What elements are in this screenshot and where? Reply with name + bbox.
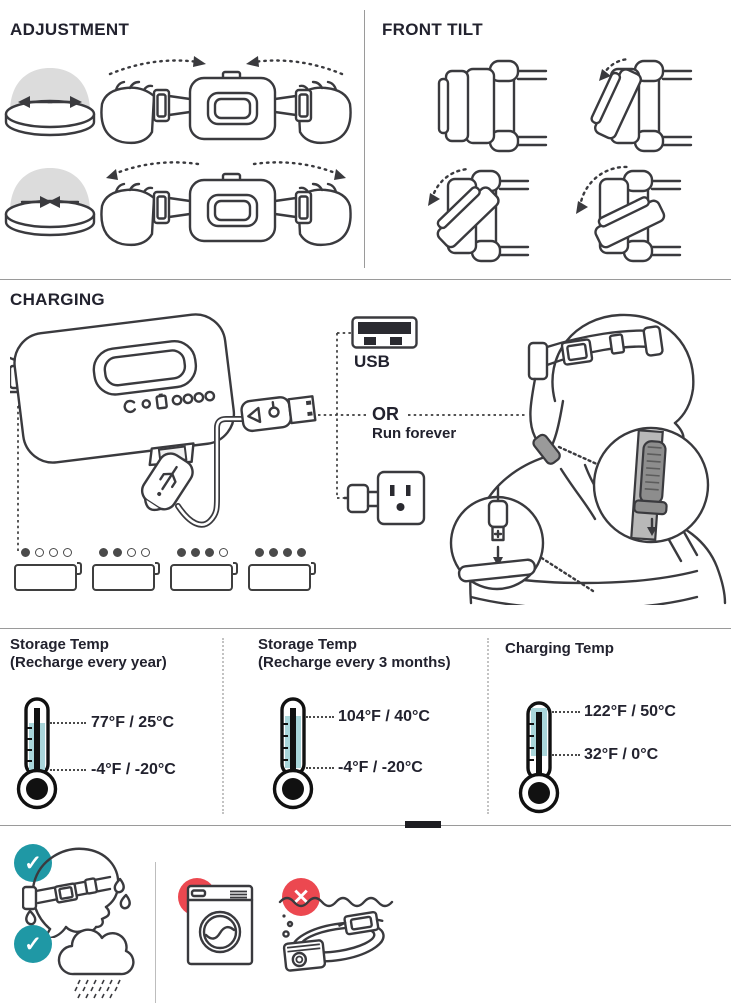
- temp-leader: [50, 722, 86, 724]
- charge-dot: [63, 548, 72, 557]
- top-section-divider: [364, 10, 365, 268]
- headband-widen-icon: [2, 60, 98, 140]
- charge-dot: [35, 548, 44, 557]
- charge-dot: [269, 548, 278, 557]
- charging-temp-title: Charging Temp: [505, 640, 614, 657]
- rain-ok-illustration: [50, 920, 142, 1003]
- battery-icon: [92, 564, 155, 591]
- charge-dot: [99, 548, 108, 557]
- temp-high-2: 104°F / 40°C: [338, 708, 430, 725]
- adjustment-title: ADJUSTMENT: [10, 20, 130, 39]
- section-divider-2: [0, 628, 731, 629]
- charge-dot: [283, 548, 292, 557]
- check-icon: ✓: [24, 932, 42, 956]
- person-wearing-headlamp-illustration: [435, 305, 731, 605]
- battery-gauge: [170, 548, 242, 591]
- cross-icon: ✕: [292, 885, 310, 909]
- temp-leader: [552, 711, 580, 713]
- strap-adjust-hands-illustration-2: [92, 150, 360, 255]
- battery-gauge: [92, 548, 164, 591]
- charging-title: CHARGING: [10, 290, 105, 309]
- charge-dot: [177, 548, 186, 557]
- strap-adjust-hands-illustration-1: [92, 48, 360, 153]
- battery-icon: [170, 564, 233, 591]
- check-icon: ✓: [24, 851, 42, 875]
- temp-leader: [306, 767, 334, 769]
- run-forever-label: Run forever: [372, 425, 457, 442]
- storage-temp-title-1: Storage Temp: [10, 636, 109, 653]
- page-marker: [405, 821, 441, 828]
- no-submersion-illustration: [276, 890, 396, 980]
- headband-tighten-icon: [2, 160, 98, 240]
- temp-column-divider-1: [222, 638, 224, 814]
- temp-leader: [306, 716, 334, 718]
- front-tilt-title: FRONT TILT: [382, 20, 483, 39]
- charge-dot: [205, 548, 214, 557]
- temp-leader: [552, 754, 580, 756]
- charge-dot: [141, 548, 150, 557]
- usb-label: USB: [354, 352, 390, 371]
- charging-device-illustration: [10, 312, 350, 530]
- care-divider: [155, 862, 156, 1003]
- front-tilt-illustrations: [392, 45, 722, 273]
- charge-dot: [127, 548, 136, 557]
- battery-icon: [14, 564, 77, 591]
- charge-dot: [219, 548, 228, 557]
- temp-low-2: -4°F / -20°C: [338, 759, 423, 776]
- charge-dot: [113, 548, 122, 557]
- thermometer-icon: [272, 696, 322, 811]
- no-washing-machine-illustration: [186, 884, 254, 966]
- charge-dot: [49, 548, 58, 557]
- battery-gauge: [14, 548, 86, 591]
- battery-gauge: [248, 548, 320, 591]
- wall-outlet-icon: [344, 470, 426, 526]
- temp-leader: [50, 769, 86, 771]
- battery-icon: [248, 564, 311, 591]
- thermometer-icon: [518, 700, 568, 815]
- charge-dot: [255, 548, 264, 557]
- section-divider-3: [0, 825, 731, 826]
- temp-low-3: 32°F / 0°C: [584, 746, 659, 763]
- temp-high-3: 122°F / 50°C: [584, 703, 676, 720]
- check-badge: [14, 925, 52, 963]
- temp-high-1: 77°F / 25°C: [91, 714, 175, 731]
- storage-temp-subtitle-1: (Recharge every year): [10, 654, 167, 671]
- charge-dot: [21, 548, 30, 557]
- section-divider-1: [0, 279, 731, 280]
- usb-port-icon: [351, 316, 419, 350]
- thermometer-icon: [16, 696, 66, 811]
- charge-dot: [297, 548, 306, 557]
- temp-column-divider-2: [487, 638, 489, 814]
- charge-dot: [191, 548, 200, 557]
- storage-temp-title-2: Storage Temp: [258, 636, 357, 653]
- or-label: OR: [372, 404, 399, 424]
- temp-low-1: -4°F / -20°C: [91, 761, 176, 778]
- storage-temp-subtitle-2: (Recharge every 3 months): [258, 654, 451, 671]
